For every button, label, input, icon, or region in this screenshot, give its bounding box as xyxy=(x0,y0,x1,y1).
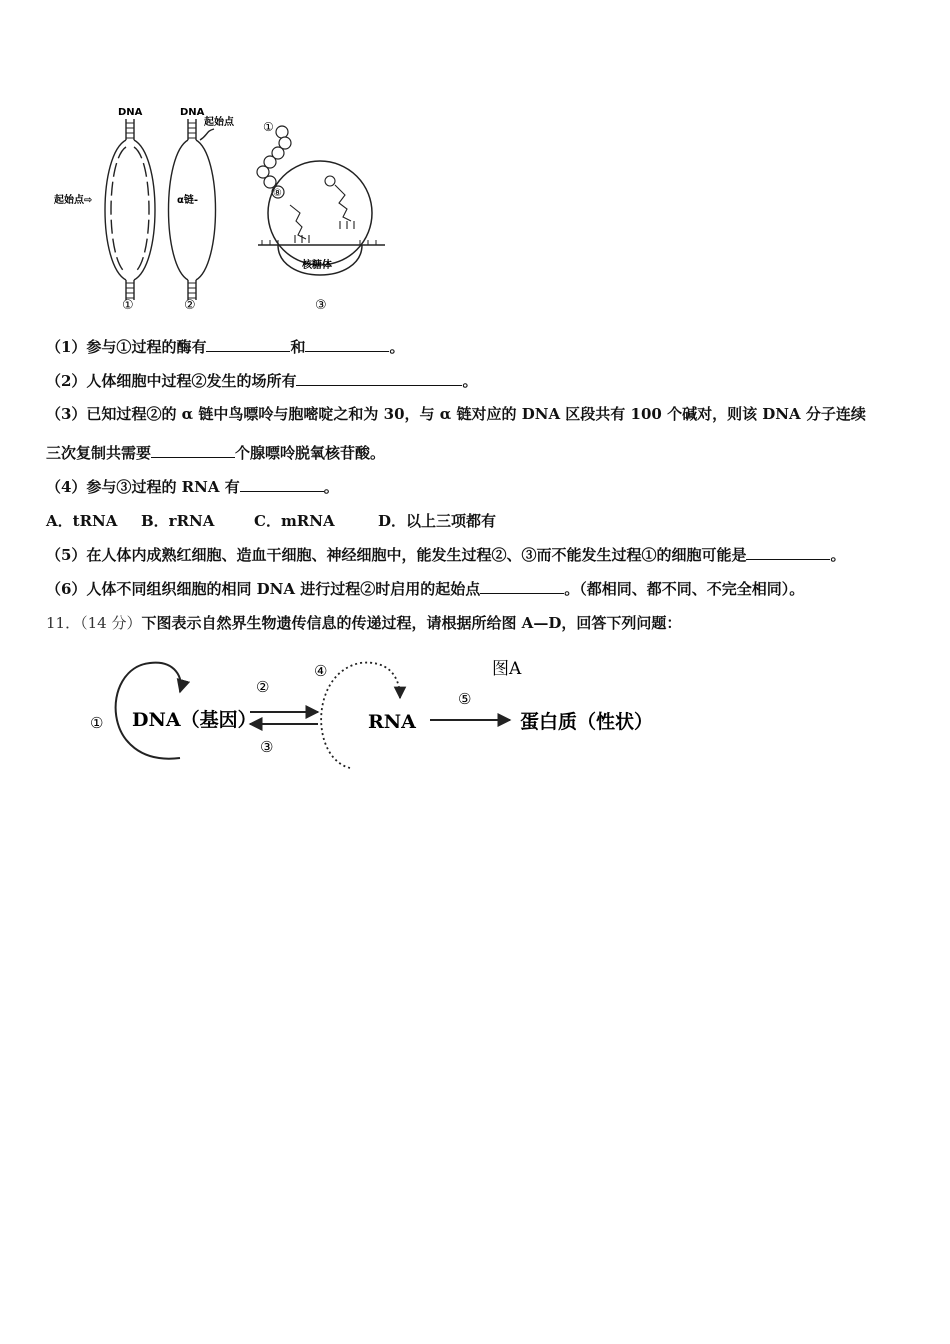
question-5: （5）在人体内成熟红细胞、造血干细胞、神经细胞中，能发生过程②、③而不能发生过程①的细胞可能是 。 xyxy=(46,546,846,564)
panel1-origin-label: 起始点⇨ xyxy=(54,195,93,206)
option-b[interactable]: B．rRNA xyxy=(141,512,215,530)
mark-3: ③ xyxy=(260,738,274,756)
answer-blank-1a[interactable] xyxy=(206,336,290,352)
replication-panel xyxy=(54,107,155,310)
mark-1: ① xyxy=(90,714,104,732)
rna-label: RNA xyxy=(368,711,416,733)
question-1: （1）参与①过程的酶有 和 。 xyxy=(46,338,405,356)
mark-4: ④ xyxy=(314,662,328,680)
answer-blank-2[interactable] xyxy=(296,370,462,386)
panel2-number: ② xyxy=(184,298,196,310)
answer-blank-5[interactable] xyxy=(746,544,830,560)
question-4: （4）参与③过程的 RNA 有 。 xyxy=(46,478,339,496)
figure-a-title: 图A xyxy=(492,659,522,679)
panel3-top-number: ① xyxy=(263,120,274,134)
option-c[interactable]: C．mRNA xyxy=(254,512,335,530)
option-a[interactable]: A．tRNA xyxy=(46,512,118,530)
answer-blank-3[interactable] xyxy=(151,442,235,458)
transcription-panel xyxy=(169,107,235,310)
central-dogma-figure xyxy=(80,648,700,778)
answer-blank-6[interactable] xyxy=(480,578,564,594)
ribosome-label: 核糖体 xyxy=(302,260,332,271)
answer-blank-1b[interactable] xyxy=(305,336,389,352)
question-11-number: 11．（14 分） xyxy=(46,614,142,632)
panel1-dna-label: DNA xyxy=(118,107,143,118)
panel2-origin-label: 起始点 xyxy=(204,117,234,128)
question-6: （6）人体不同组织细胞的相同 DNA 进行过程②时启用的起始点 。（都相同、都不同、不完全相同）。 xyxy=(46,580,805,598)
mark-2: ② xyxy=(256,678,270,696)
question-11 xyxy=(46,612,681,633)
question-11-text: 下图表示自然界生物遗传信息的传递过程，请根据所给图 A—D，回答下列问题： xyxy=(141,614,682,632)
answer-blank-4[interactable] xyxy=(240,476,324,492)
question-3-line1: （3）已知过程②的 α 链中鸟嘌呤与胞嘧啶之和为 30，与 α 链对应的 DNA 区段共有 100 个碱对，则该 DNA 分子连续 xyxy=(46,405,866,423)
protein-trait-label: 蛋白质（性状） xyxy=(520,711,654,733)
panel2-strand-label: α链- xyxy=(177,195,199,206)
dna-gene-label: DNA（基因） xyxy=(132,709,257,731)
panel2-dna-label: DNA xyxy=(180,107,205,118)
replication-transcription-translation-figure xyxy=(40,95,400,310)
mark-5: ⑤ xyxy=(458,690,472,708)
translation-panel xyxy=(257,120,385,310)
panel3-inner-number: ⑧ xyxy=(273,188,282,199)
question-3-line2: 三次复制共需要 个腺嘌呤脱氧核苷酸。 xyxy=(46,444,386,462)
option-d[interactable]: D．以上三项都有 xyxy=(378,512,497,530)
question-2: （2）人体细胞中过程②发生的场所有 。 xyxy=(46,372,478,390)
panel3-number: ③ xyxy=(315,298,327,310)
panel1-number: ① xyxy=(122,298,134,310)
